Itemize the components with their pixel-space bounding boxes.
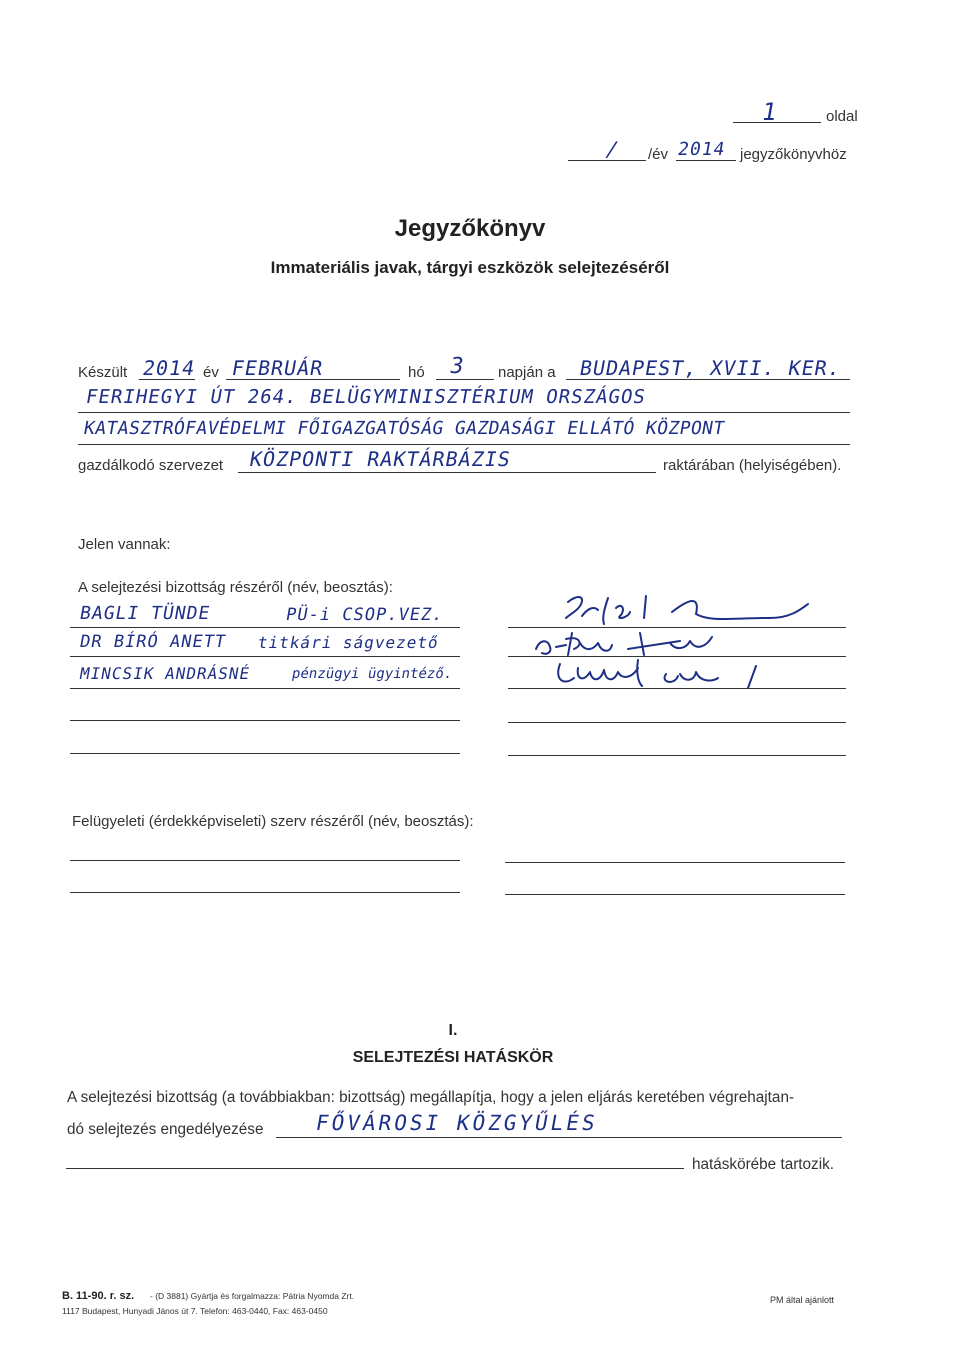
- day-line: [436, 379, 494, 380]
- org-value: KÖZPONTI RAKTÁRBÁZIS: [247, 447, 513, 471]
- supervisory-line-2: [505, 862, 845, 863]
- place-line2: FERIHEGYI ÚT 264. BELÜGYMINISZTÉRIUM ORSZÁGOS: [84, 386, 648, 408]
- signature-line-5: [508, 755, 846, 756]
- authority-value: FŐVÁROSI KÖZGYŰLÉS: [313, 1111, 600, 1135]
- member-3-name: MINCSIK ANDRÁSNÉ: [78, 664, 252, 683]
- member-line-5: [70, 753, 460, 754]
- supervisory-line-1: [70, 860, 460, 861]
- doc-year: 2014: [676, 139, 728, 160]
- member-3-role: pénzügyi ügyintéző.: [290, 666, 454, 682]
- year-line: [139, 379, 195, 380]
- member-line-1: [70, 627, 460, 628]
- doc-number-line: [568, 160, 646, 161]
- signature-line-3: [508, 688, 846, 689]
- page-label: oldal: [826, 108, 858, 125]
- member-line-3: [70, 688, 460, 689]
- signature-3: [520, 652, 850, 692]
- signature-line-4: [508, 722, 846, 723]
- year-value: 2014: [140, 356, 198, 380]
- member-line-4: [70, 720, 460, 721]
- doc-year-line: [676, 160, 736, 161]
- ev-label: év: [203, 364, 219, 381]
- year-prefix: /év: [648, 146, 669, 163]
- section-paragraph-end: hatáskörébe tartozik.: [692, 1156, 834, 1173]
- section-heading: SELEJTEZÉSI HATÁSKÖR: [352, 1049, 554, 1066]
- member-2-role: titkári ságvezető: [256, 633, 441, 652]
- member-line-2: [70, 656, 460, 657]
- month-value: FEBRUÁR: [229, 356, 326, 380]
- page-number: 1: [759, 98, 780, 126]
- printer-info: - (D 3881) Gyártja és forgalmazza: Pátria Nyomda Zrt.: [150, 1291, 355, 1301]
- member-1-name: BAGLI TÜNDE: [78, 603, 213, 624]
- form-code: B. 11-90. r. sz.: [62, 1290, 135, 1302]
- member-2-name: DR BÍRÓ ANETT: [78, 632, 228, 652]
- keszult-label: Készült: [78, 364, 128, 381]
- place-line3: KATASZTRÓFAVÉDELMI FŐIGAZGATÓSÁG GAZDASÁGI ELLÁTÓ KÖZPONT: [82, 418, 727, 439]
- gazdalkodo-label: gazdálkodó szervezet: [78, 457, 224, 474]
- supervisory-label: Felügyeleti (érdekképviseleti) szerv részéről (név, beosztás):: [72, 813, 474, 830]
- address-info: 1117 Budapest, Hunyadi János út 7. Telefon: 463-0440, Fax: 463-0450: [62, 1306, 328, 1316]
- place-line3-rule: [78, 444, 850, 445]
- document-title: Jegyzőkönyv: [394, 215, 546, 242]
- authority-line-2: [66, 1168, 684, 1169]
- section-number: I.: [448, 1022, 458, 1039]
- place-line2-rule: [78, 412, 850, 413]
- member-1-role: PÜ-i CSOP.VEZ.: [284, 605, 446, 625]
- section-paragraph-part1: A selejtezési bizottság (a továbbiakban: bizottság) megállapítja, hogy a jelen eljárás keretében végrehajtan-: [67, 1089, 795, 1106]
- committee-label: A selejtezési bizottság részéről (név, beosztás):: [78, 579, 393, 596]
- authority-line: [276, 1137, 842, 1138]
- recommended-by: PM által ajánlott: [770, 1295, 835, 1305]
- raktar-label: raktárában (helyiségében).: [663, 457, 842, 474]
- doc-suffix: jegyzőkönyvhöz: [740, 146, 847, 163]
- month-line: [226, 379, 400, 380]
- doc-number: /: [603, 137, 622, 161]
- section-paragraph-part2: dó selejtezés engedélyezése: [67, 1121, 264, 1138]
- supervisory-line-3: [70, 892, 460, 893]
- supervisory-line-4: [505, 894, 845, 895]
- place-line1: BUDAPEST, XVII. KER.: [577, 356, 843, 380]
- place-line1-rule: [566, 379, 850, 380]
- signature-1: [520, 588, 850, 630]
- document-subtitle: Immateriális javak, tárgyi eszközök selejtezéséről: [270, 258, 670, 277]
- jelen-label: Jelen vannak:: [78, 536, 171, 553]
- day-value: 3: [447, 354, 467, 379]
- org-line: [238, 472, 656, 473]
- page-number-line: [733, 122, 821, 123]
- napjan-label: napján a: [498, 364, 556, 381]
- ho-label: hó: [408, 364, 425, 381]
